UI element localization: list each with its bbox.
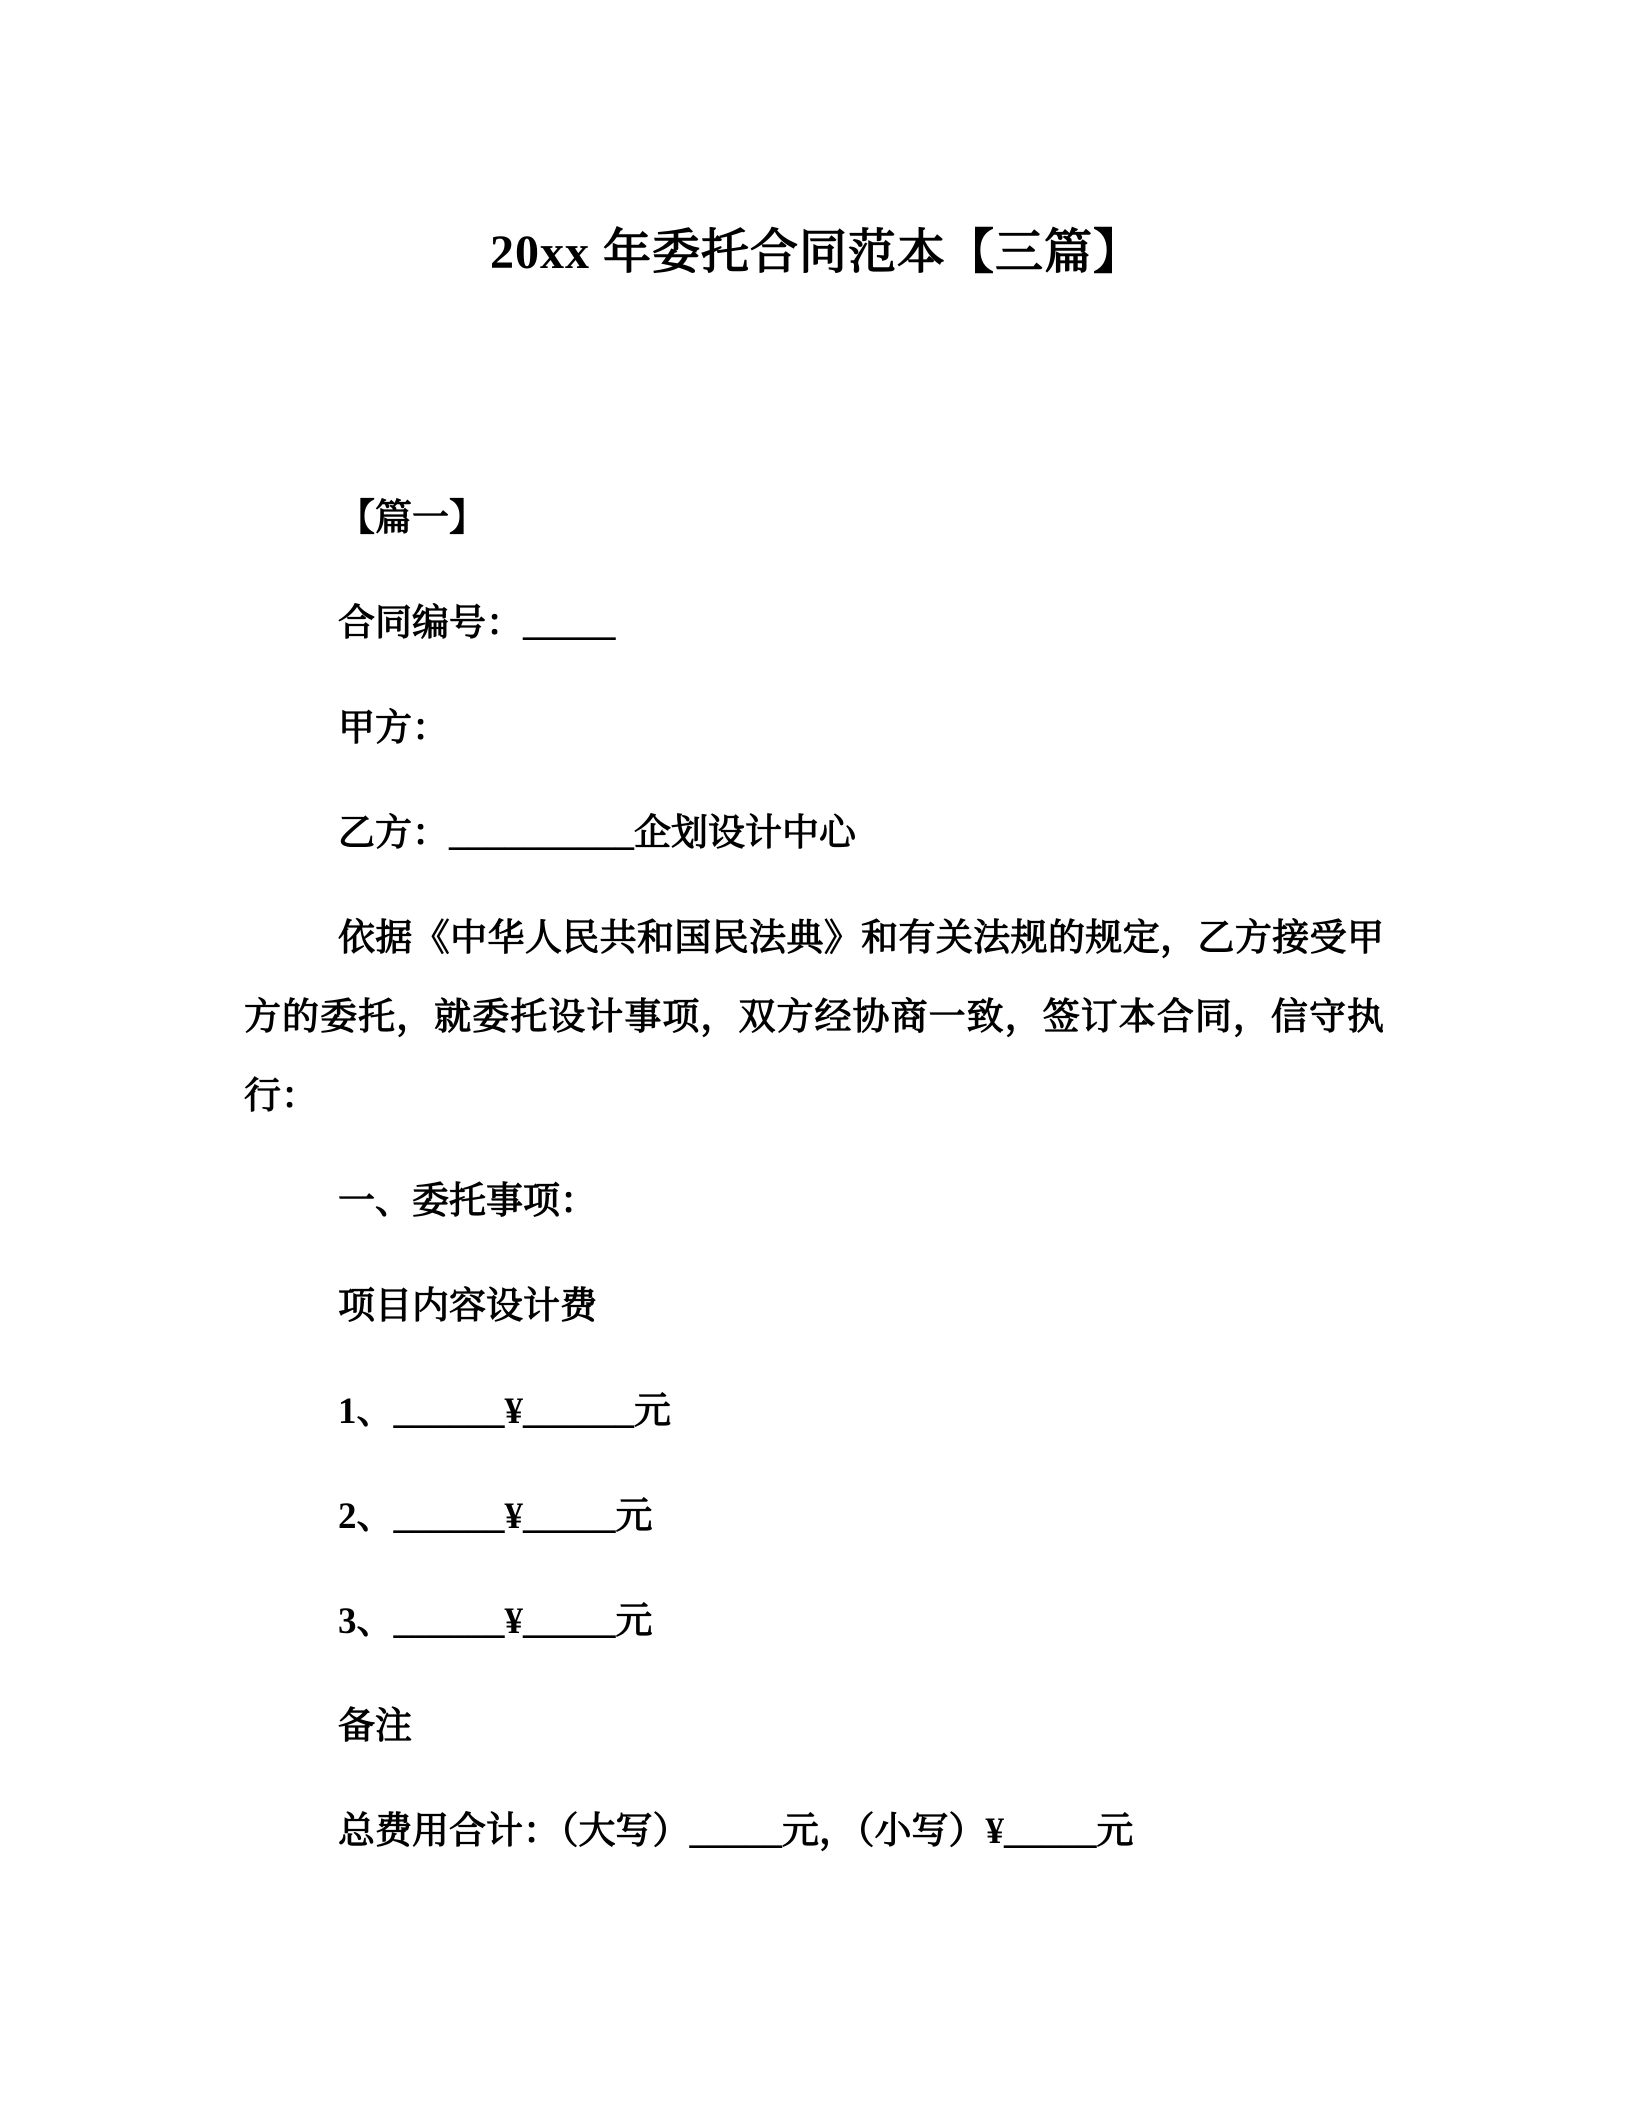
total-fee-line: 总费用合计：（大写）_____元，（小写）¥_____元	[338, 1811, 1134, 1852]
section-heading: 【篇一】	[338, 498, 486, 539]
fee-item-3: 3、______¥_____元	[338, 1601, 653, 1642]
commission-items-heading: 一、委托事项：	[338, 1181, 597, 1222]
contract-number-line: 合同编号：_____	[338, 603, 616, 644]
intro-paragraph: 依据《中华人民共和国民法典》和有关法规的规定，乙方接受甲方的委托，就委托设计事项，双方经协商一致，签订本合同，信守执行：	[244, 918, 1384, 1117]
fee-item-1: 1、______¥______元	[338, 1391, 671, 1432]
fee-item-2: 2、______¥_____元	[338, 1496, 653, 1537]
party-a-line: 甲方：	[338, 708, 449, 749]
remark-label: 备注	[338, 1706, 412, 1747]
document-title: 20xx 年委托合同范本【三篇】	[489, 226, 1142, 279]
party-b-line: 乙方：__________企划设计中心	[338, 813, 856, 854]
fee-content-heading: 项目内容设计费	[338, 1286, 597, 1327]
document-body	[244, 479, 1384, 1871]
